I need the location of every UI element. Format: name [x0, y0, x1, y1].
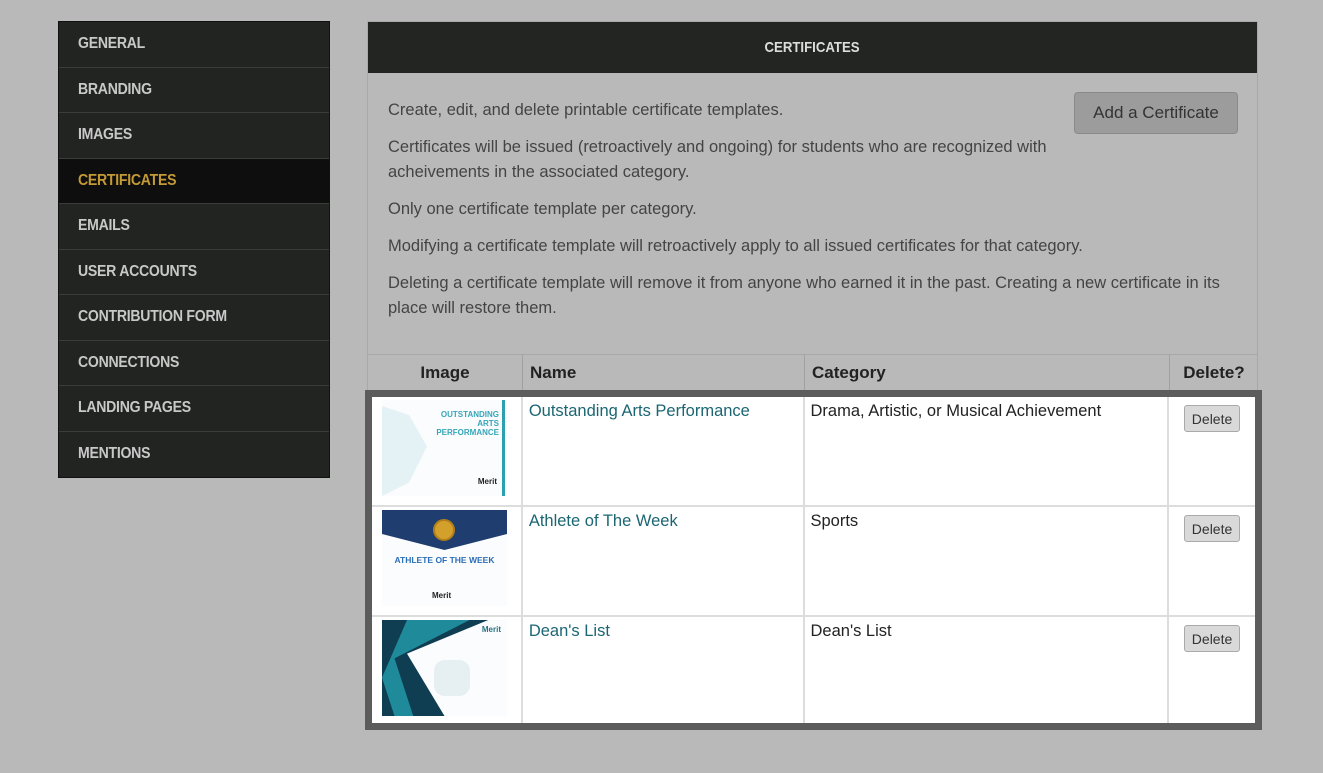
image-cell [372, 507, 523, 615]
sidebar-item-general[interactable] [59, 22, 329, 68]
sidebar-item-label: GENERAL [78, 35, 146, 53]
sidebar-item-user-accounts[interactable] [59, 250, 329, 296]
table-header [368, 354, 1258, 391]
certificate-thumbnail[interactable] [382, 510, 507, 606]
table-row [372, 397, 1255, 507]
sidebar-item-images[interactable] [59, 113, 329, 159]
category-text: Drama, Artistic, or Musical Achievement [810, 402, 1102, 420]
sidebar-item-landing-pages[interactable] [59, 386, 329, 432]
table-row [372, 617, 1255, 723]
sidebar-item-label: IMAGES [78, 126, 132, 144]
merit-logo: Merit [481, 625, 501, 634]
sidebar-item-label: MENTIONS [78, 445, 151, 463]
delete-button[interactable]: Delete [1184, 625, 1240, 652]
delete-button[interactable]: Delete [1184, 405, 1240, 432]
medal-icon [433, 519, 455, 541]
intro-paragraph: Only one certificate template per category. [388, 200, 697, 218]
panel-title: CERTIFICATES [764, 39, 861, 56]
intro-paragraph: Certificates will be issued (retroactively and ongoing) for students who are recognized with acheivements in the associated category. [388, 138, 1047, 181]
sidebar-item-certificates[interactable] [59, 159, 329, 205]
delete-button[interactable]: Delete [1184, 515, 1240, 542]
sidebar-item-label: BRANDING [78, 80, 152, 98]
certificate-name-link[interactable]: Dean's List [528, 622, 610, 640]
column-header-name: Name [523, 355, 805, 391]
column-header-category: Category [805, 355, 1170, 391]
sidebar-item-emails[interactable] [59, 204, 329, 250]
certificate-thumbnail[interactable] [382, 620, 507, 716]
sidebar-item-label: CERTIFICATES [78, 171, 177, 189]
sidebar-item-mentions[interactable] [59, 432, 329, 478]
merit-logo: Merit [432, 591, 452, 600]
sidebar-item-label: USER ACCOUNTS [78, 262, 197, 280]
intro-paragraph: Create, edit, and delete printable certificate templates. [388, 101, 784, 119]
intro-paragraph: Deleting a certificate template will remove it from anyone who earned it in the past. Creating a new certificate in its place will restore them. [388, 274, 1220, 317]
add-certificate-button[interactable]: Add a Certificate [1074, 92, 1238, 134]
panel-header [368, 22, 1257, 73]
certificate-name-link[interactable]: Athlete of The Week [528, 512, 678, 530]
column-header-image: Image [368, 355, 523, 391]
sidebar-item-label: CONTRIBUTION FORM [78, 308, 227, 326]
column-header-delete: Delete? [1183, 363, 1245, 382]
sidebar-item-label: EMAILS [78, 217, 130, 235]
image-cell [372, 397, 523, 505]
sidebar-item-label: CONNECTIONS [78, 353, 180, 371]
sidebar-item-label: LANDING PAGES [78, 399, 191, 417]
intro-paragraph: Modifying a certificate template will retroactively apply to all issued certificates for that category. [388, 237, 1083, 255]
category-text: Dean's List [810, 622, 892, 640]
thumbnail-title: ATHLETE OF THE WEEK [394, 555, 495, 565]
sidebar-item-branding[interactable] [59, 68, 329, 114]
thumbnail-title: OUTSTANDING ARTS PERFORMANCE [436, 410, 499, 437]
certificate-name-link[interactable]: Outstanding Arts Performance [528, 402, 750, 420]
settings-sidebar [58, 21, 330, 478]
certificates-table-body [365, 390, 1262, 730]
table-row [372, 507, 1255, 617]
category-text: Sports [810, 512, 859, 530]
sidebar-item-connections[interactable] [59, 341, 329, 387]
image-cell [372, 617, 523, 723]
merit-logo: Merit [477, 477, 497, 486]
certificate-thumbnail[interactable] [382, 400, 507, 496]
sidebar-item-contribution-form[interactable] [59, 295, 329, 341]
